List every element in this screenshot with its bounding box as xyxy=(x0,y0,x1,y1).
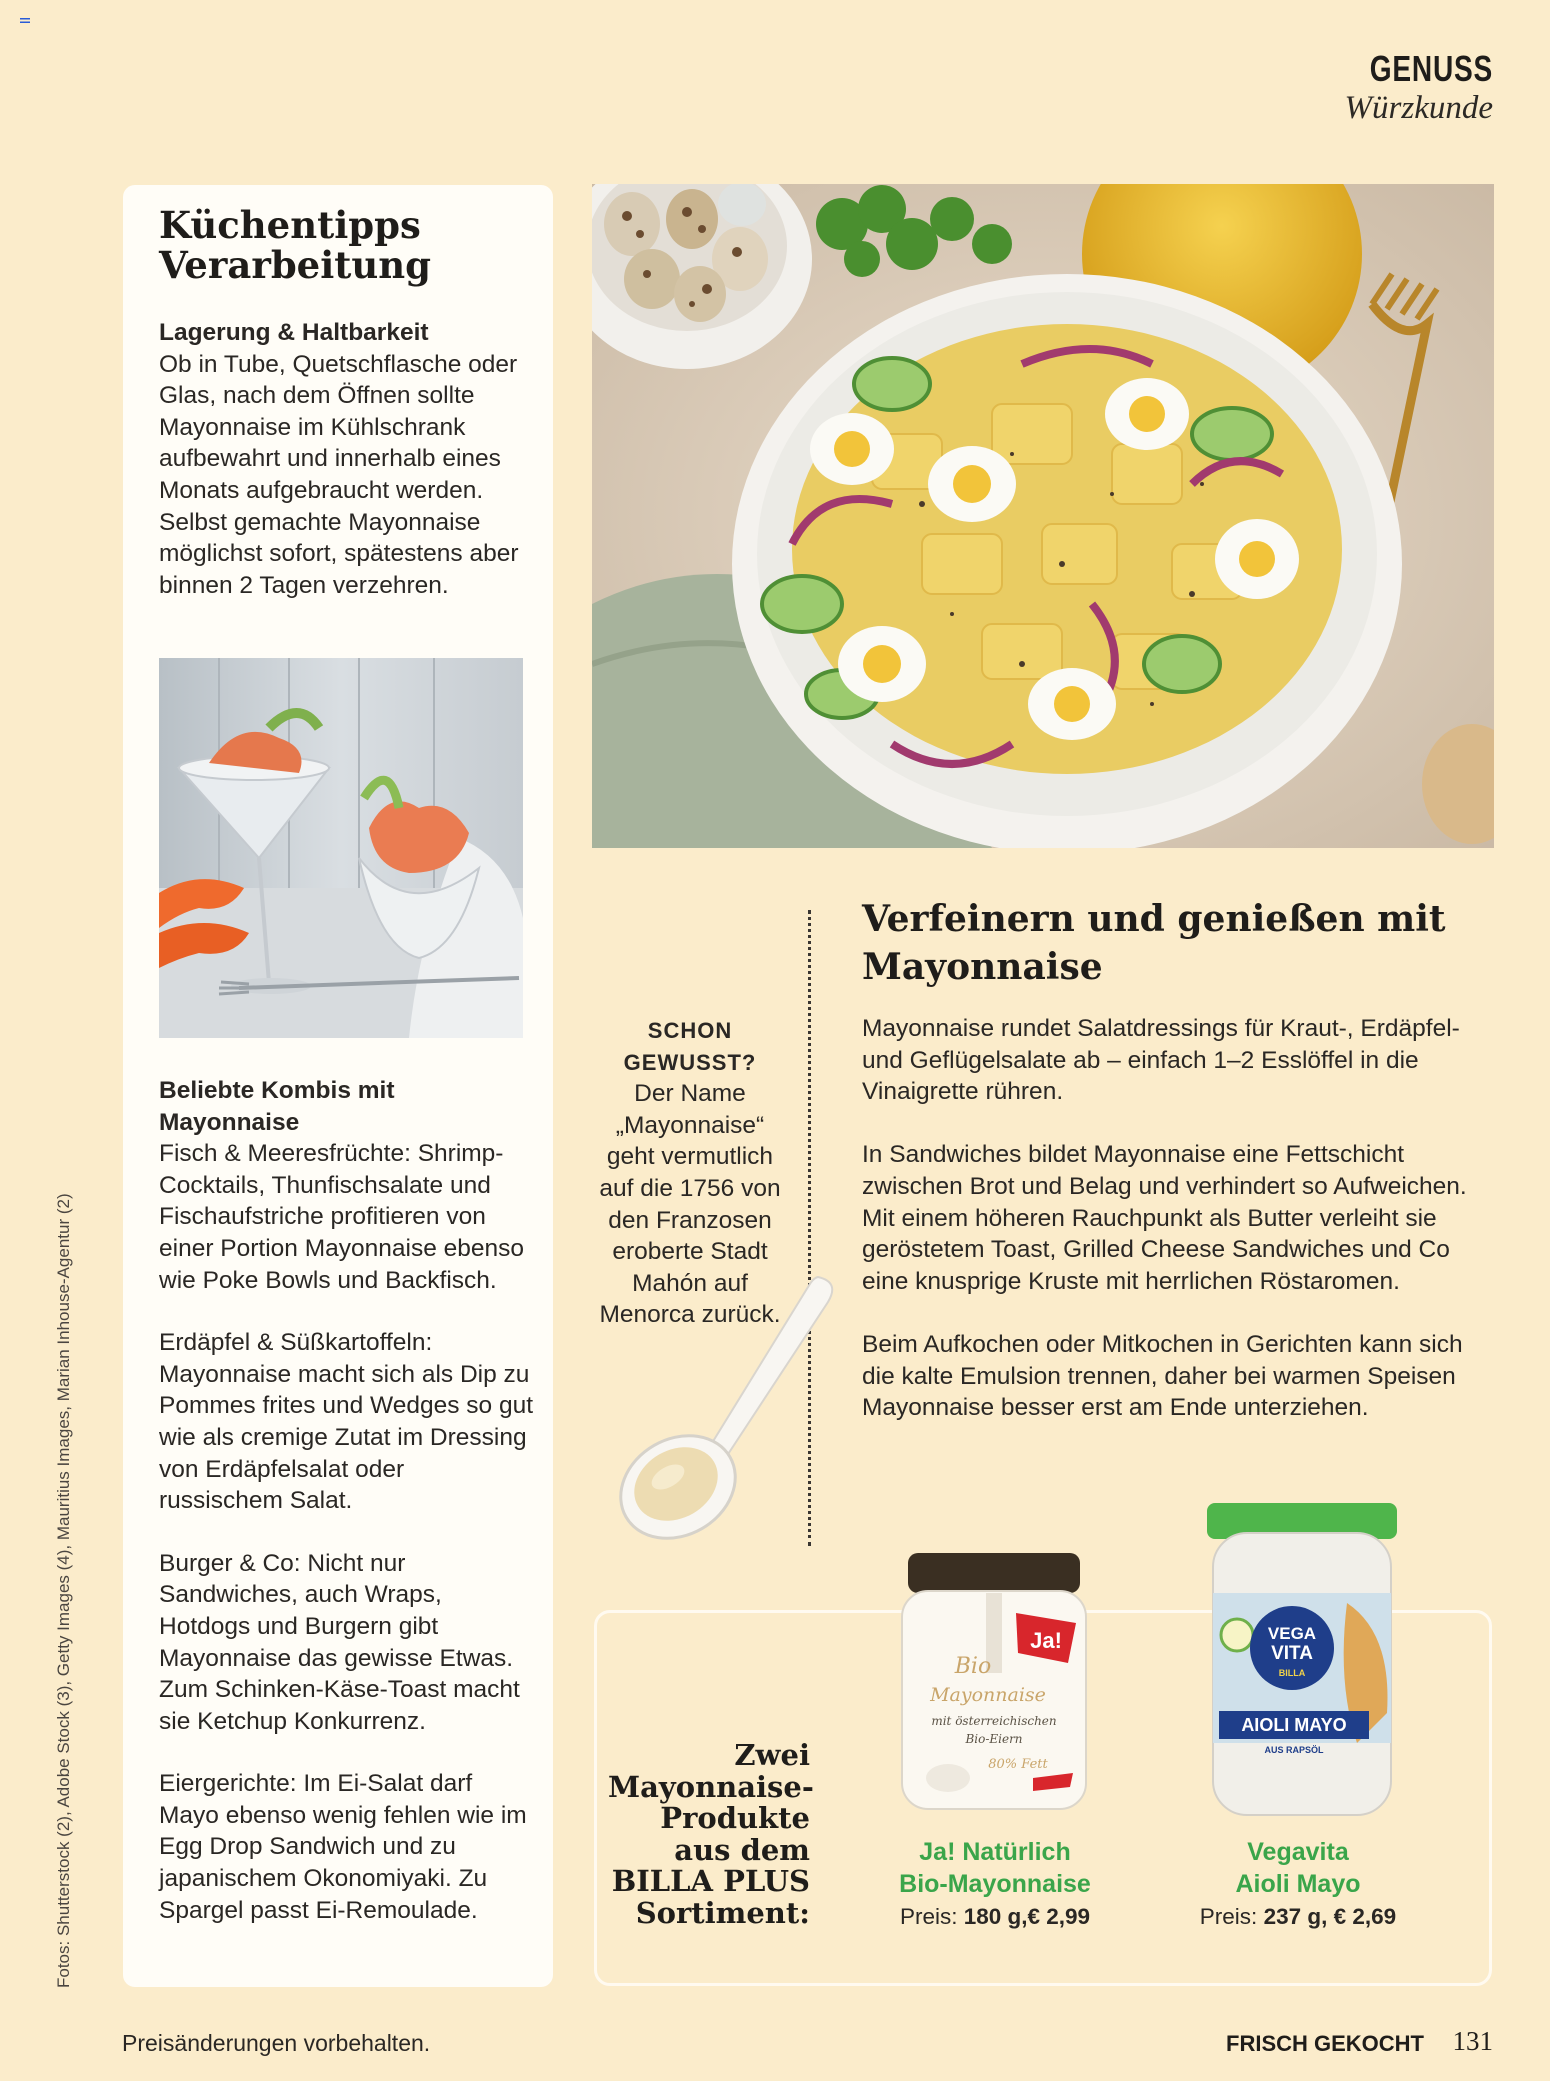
combos-section xyxy=(159,1075,534,1926)
footer-note: Preisänderungen vorbehalten. xyxy=(122,2030,431,2056)
jar-lid xyxy=(908,1553,1080,1593)
product-1-name xyxy=(860,1836,1130,1900)
product-1-name-line: Bio-Mayonnaise xyxy=(899,1870,1091,1898)
combo-potatoes: Erdäpfel & Süßkartoffeln: Mayonnaise macht sich als Dip zu Pommes frites und Wedges so gut wie als cremige Zutat im Dressing von Erdäpfelsalat oder russischem Salat. xyxy=(159,1329,534,1515)
price-label: Preis: xyxy=(899,1904,958,1929)
mayonnaise-spoon-photo xyxy=(618,1272,843,1552)
product-1-name-line: Ja! Natürlich xyxy=(919,1838,1071,1866)
product-2-name xyxy=(1163,1836,1433,1900)
article-body xyxy=(862,1013,1492,1455)
storage-heading: Lagerung & Haltbarkeit xyxy=(159,319,429,346)
article-title: Verfeinern und genießen mit Mayonnaise xyxy=(862,898,1446,988)
article-paragraph-2: In Sandwiches bildet Mayonnaise eine Fettschicht zwischen Brot und Belag und verhindert so Aufweichen. Mit einem höheren Rauchpunkt als Butter verleiht sie geröstetem Toast, Grilled Cheese Sandwiches und Co eine knusprige Kruste mit herrlichen Röstaromen. xyxy=(862,1141,1467,1295)
vegavita-aioli-jar-image xyxy=(1207,1503,1397,1819)
storage-section xyxy=(159,317,534,601)
shrimp-cocktail-photo xyxy=(159,658,523,1038)
combo-burger: Burger & Co: Nicht nur Sandwiches, auch Wraps, Hotdogs und Burgern gibt Mayonnaise das gewisse Etwas. Zum Schinken-Käse-Toast macht sie Ketchup Konkurrenz. xyxy=(159,1549,520,1735)
jar-label-line: 80% Fett xyxy=(988,1757,1048,1772)
product-2-name-line: Vegavita xyxy=(1247,1838,1349,1866)
jar-label-line: BILLA xyxy=(1278,1668,1306,1678)
potato-salad-photo xyxy=(592,184,1494,848)
storage-text: Ob in Tube, Quetschflasche oder Glas, nach dem Öffnen sollte Mayonnaise im Kühlschrank aufbewahrt und innerhalb eines Monats aufgebraucht werden. Selbst gemachte Mayonnaise möglichst sofort, spätestens aber binnen 2 Tagen verzehren. xyxy=(159,350,519,599)
jar-label-line: mit österreichischen xyxy=(931,1714,1057,1728)
product-1-price xyxy=(860,1904,1130,1930)
product-2-price xyxy=(1163,1904,1433,1930)
article-paragraph-1: Mayonnaise rundet Salatdressings für Kraut-, Erdäpfel- und Geflügelsalate ab – einfach 1–2 Esslöffel in die Vinaigrette rühren. xyxy=(862,1015,1460,1106)
card-title: Küchentipps Verarbeitung xyxy=(159,203,432,287)
price-label: Preis: xyxy=(1199,1904,1258,1929)
products-heading: Zwei Mayonnaise-Produkte aus dem BILLA PLUS Sortiment: xyxy=(608,1738,814,1930)
svg-text:Ja!: Ja! xyxy=(1030,1628,1062,1653)
jar-label-line: AUS RAPSÖL xyxy=(1264,1745,1324,1755)
did-you-know-title: SCHON GEWUSST? xyxy=(623,1018,757,1075)
jar-label-line: Mayonnaise xyxy=(930,1684,1046,1706)
article-paragraph-3: Beim Aufkochen oder Mitkochen in Gerichten kann sich die kalte Emulsion trennen, daher bei warmen Speisen Mayonnaise besser erst am Ende unterziehen. xyxy=(862,1330,1463,1422)
section-label: GENUSS xyxy=(1369,48,1493,89)
price-value: 237 g, € 2,69 xyxy=(1263,1904,1397,1929)
menu-icon[interactable] xyxy=(20,16,30,26)
photo-credits: Fotos: Shutterstock (2), Adobe Stock (3), Getty Images (4), Mauritius Images, Marian Inhouse-Agentur (2) xyxy=(54,1193,73,1988)
jar-label-line: AIOLI MAYO xyxy=(1241,1715,1347,1735)
kitchen-tips-card xyxy=(123,185,553,1987)
combo-fish: Fisch & Meeresfrüchte: Shrimp-Cocktails, Thunfischsalate und Fischaufstriche profitieren von einer Portion Mayonnaise ebenso wie Poke Bowls und Backfisch. xyxy=(159,1140,525,1294)
section-subtitle: Würzkunde xyxy=(1344,90,1493,126)
product-2-name-line: Aioli Mayo xyxy=(1235,1870,1361,1898)
magazine-name: FRISCH GEKOCHT xyxy=(1226,2031,1424,2056)
combo-eggs: Eiergerichte: Im Ei-Salat darf Mayo ebenso wenig fehlen wie im Egg Drop Sandwich und zu japanischem Okonomiyaki. Zu Spargel passt Ei-Remoulade. xyxy=(159,1770,527,1924)
price-value: 180 g,€ 2,99 xyxy=(963,1904,1091,1929)
jar-label-line: VITA xyxy=(1271,1643,1313,1664)
jar-label-line: Bio-Eiern xyxy=(965,1732,1023,1746)
did-you-know-text: Der Name „Mayonnaise“ geht vermutlich auf die 1756 von den Franzosen eroberte Stadt Mahón auf Menorca zurück. xyxy=(599,1080,781,1329)
page-number: 131 xyxy=(1452,2026,1493,2056)
jar-label-line: VEGA xyxy=(1267,1624,1317,1643)
bio-mayonnaise-jar-image xyxy=(898,1553,1090,1815)
combos-heading: Beliebte Kombis mit Mayonnaise xyxy=(159,1077,395,1136)
jar-label-line: Bio xyxy=(954,1654,992,1679)
